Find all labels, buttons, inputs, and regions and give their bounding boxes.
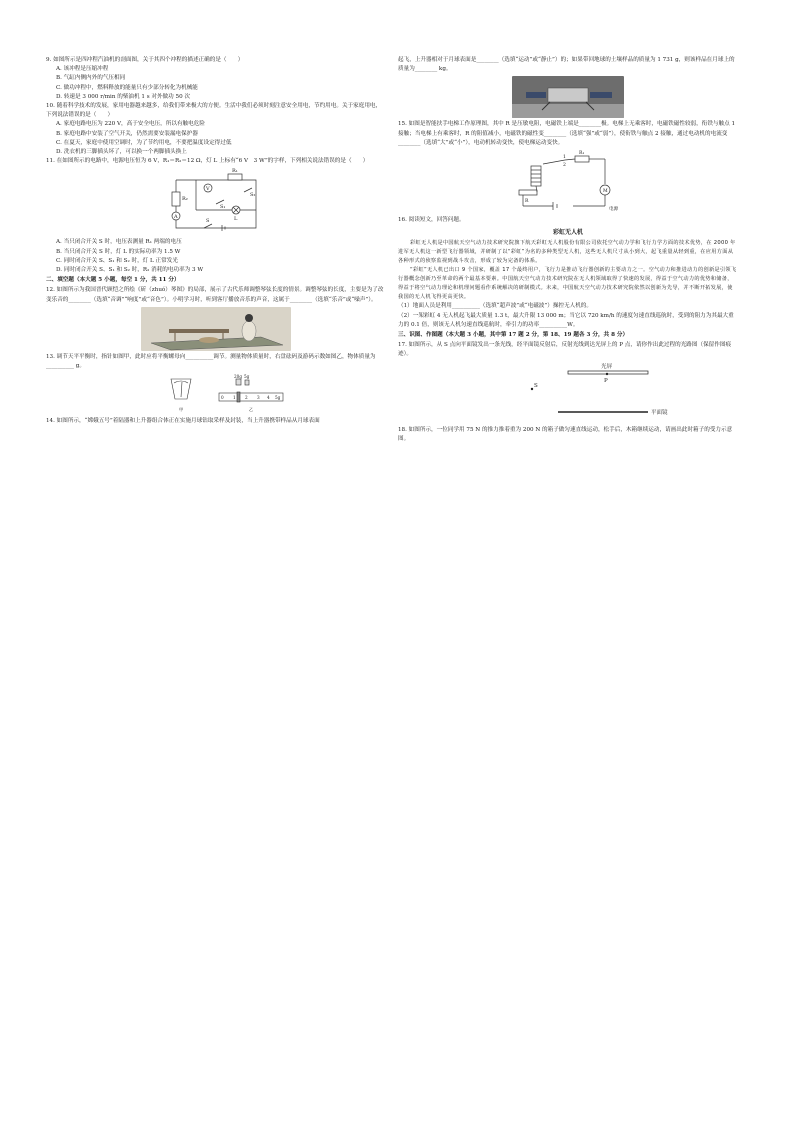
left-column: [46, 56, 386, 426]
q9-option-a: A. 该冲程是压缩冲程: [56, 66, 109, 73]
fig11-label-a: A: [174, 214, 178, 221]
q10-option-c: C. 在夏天，家庭中使用空调时，为了节约用电，不要把温度设定得过低: [56, 139, 232, 146]
question-17: 17. 如图所示，从 S 点向平面镜发出一条光线，经平面镜反射后，反射光线到达光屏上的 P 点，请你作出此过程的光路图（保留作图痕迹）。: [398, 342, 732, 358]
q15-label-r: R: [525, 199, 529, 205]
q14-lunar-lander-image: [512, 76, 624, 118]
q12-painting-image: [141, 307, 291, 351]
article-title: 彩虹无人机: [552, 229, 583, 237]
q17-optics-figure: [418, 362, 718, 424]
fig11-label-r1: R₁: [232, 168, 238, 175]
q13-label-yi: 乙: [249, 407, 254, 413]
section-2-heading: 二、填空题（本大题 5 小题，每空 1 分，共 11 分）: [46, 277, 180, 284]
question-16-intro: 16. 阅读短文，回答问题。: [398, 217, 465, 224]
q15-label-contact-1: 1: [563, 155, 566, 161]
q15-label-r1: R₁: [579, 151, 585, 157]
q13-scale-4: 4: [267, 395, 270, 401]
q13-label-jia: 甲: [179, 407, 184, 413]
fig11-label-s2: S₂: [250, 192, 256, 199]
q15-elevator-circuit: [513, 150, 623, 214]
fig11-label-v: V: [206, 186, 210, 193]
q13-scale-2: 2: [245, 395, 248, 401]
q10-option-a: A. 家庭电路电压为 220 V，高于安全电压，所以有触电危险: [56, 121, 205, 128]
q13-scale-3: 3: [257, 395, 260, 401]
question-14-end: 起飞，上升器相对于月球表面是________（选填“运动”或“静止”）的；如果带回地球的土壤样品的质量为 1 731 g，则该样品在月球上的质量为________ kg。: [398, 57, 735, 73]
q9-option-b: B. 气缸内侧内外的气压相同: [56, 75, 126, 82]
question-9-stem: 9. 如图所示是四冲程汽油机的剖面图，关于其四个冲程的描述正确的是（ ）: [46, 57, 244, 63]
question-10-stem: 10. 随着科学技术的发展，家用电器越来越多，给我们带来极大的方便。生活中我们必须时刻注意安全用电，节约用电。关于家庭用电，下列说法错误的是（ ）: [46, 103, 382, 119]
q11-option-d: D. 同时闭合开关 S、S₁ 和 S₂ 时，R₂ 消耗的电功率为 3 W: [56, 267, 204, 274]
fig11-label-r2: R₂: [182, 196, 188, 203]
q17-mirror-label: 平面镜: [651, 409, 668, 416]
q9-option-c: C. 做功冲程中，燃料释放的能量只有少部分转化为机械能: [56, 84, 198, 91]
question-11-stem: 11. 在如图所示的电路中，电源电压恒为 6 V，R₁＝R₂＝12 Ω，灯 L 上标有“6 V 3 W”的字样，下列相关说法错误的是（ ）: [46, 158, 369, 165]
question-16-part-2: （2）一架彩虹 4 无人机起飞最大质量 1.3 t，最大升限 13 000 m；当它以 720 km/h 的速度匀速直线巡航时，受到的阻力为其最大重力的 0.1 倍，则该无人机匀速直线巡航时，牵引力的功率__________W。: [398, 312, 734, 328]
q13-scale-1: 1: [233, 395, 236, 401]
question-13: 13. 调节天平平衡时，指针如图甲，此时应将平衡螺母向__________调节。测量物体质量时，右盘砝码及游码示数如图乙，物体质量为__________ g。: [46, 353, 376, 370]
q17-point-p-dot: [606, 372, 608, 374]
q9-option-d: D. 转速是 3 000 r/min 的柴油机 1 s 对外做功 50 次: [56, 93, 191, 100]
q15-label-motor: M: [603, 189, 608, 195]
q15-label-contact-2: 2: [563, 163, 566, 169]
q11-option-c: C. 同时闭合开关 S、S₁ 和 S₂ 时，灯 L 正常发光: [56, 257, 178, 264]
fig11-label-s: S: [206, 218, 210, 225]
q15-label-power: 电源: [609, 207, 619, 213]
q17-screen-label: 光屏: [601, 363, 613, 370]
q17-point-s-label: S: [534, 382, 538, 389]
q11-option-a: A. 当只闭合开关 S 时，电压表测量 R₁ 两端的电压: [56, 239, 182, 246]
q11-option-b: B. 当只闭合开关 S 时，灯 L 的实际功率为 1.5 W: [56, 248, 181, 255]
fig11-label-l: L: [234, 216, 238, 223]
question-15: 15. 如图是智能扶手电梯工作原理图，其中 R 是压敏电阻，电磁铁上端是________极。电梯上无乘客时，电磁铁磁性较弱，衔铁与触点 1 接触；当电梯上有乘客时，R 的阻值减小，电磁铁的磁性变________（选填“强”或“弱”），使衔铁与触点 2 接触，通过电动机的电流变________（选填“大”或“小”），电动机转动变快，使电梯运动变快。: [398, 121, 736, 146]
question-14-start: 14. 如图所示，“嫦娥五号”着陆器和上升器组合体正在实施月球钻取采样及封装，当上升器携带样品从月球表面: [46, 418, 320, 425]
q13-weight-20g: 20g: [234, 374, 243, 380]
q13-scale-5g: 5g: [275, 395, 281, 401]
q17-point-s-dot: [531, 387, 533, 389]
fig11-label-s1: S₁: [220, 204, 226, 211]
question-12: 12. 如图所示为我国晋代顾恺之所绘《斫（zhuó）琴图》的局部，展示了古代乐师调整琴弦长度的情景。调整琴弦的长度，主要是为了改变乐音的________（选填“音调”“响度”或“音色”）。小明学习时，听到客厅播放音乐的声音，这属于________（选填“乐音”或“噪声”）。: [46, 287, 384, 303]
q11-circuit-diagram: [166, 168, 266, 236]
q13-weight-5g: 5g: [244, 374, 250, 380]
question-16-part-1: （1）地面人员是利用__________（选填“超声波”或“电磁波”）操控无人机的。: [398, 303, 592, 310]
q13-scale-0: 0: [221, 395, 224, 401]
article-paragraph-1: 彩虹无人机是中国航天空气动力技术研究院旗下航天彩虹无人机股份有限公司依托空气动力学和飞行力学方面的技术优势，在 2000 年进军无人机这一新型飞行器领域，并研制了以“彩虹”为名的多种类型无人机，这些无人机尺寸从小到大，起飞重量从轻到重，在应用方面从各种形式的侦察监视到战斗攻击，形成了较为完备的体系。: [398, 240, 736, 265]
q10-option-b: B. 家庭电路中安装了空气开关，仍然需要安装漏电保护器: [56, 130, 198, 137]
article-paragraph-2: “彩虹”无人机已出口 9 个国家，覆盖 17 个最终用户，飞行力是推动飞行器创新的主要动力之一。空气动力和推进动力的创新是引领飞行器概念创新乃至革命的两个最基本要素。中国航天空气动力技术研究院在无人机领域取得了快速的发展，得益于空气动力的优势和储备，得益于将空气动力理论和机理问题看作系统解决的研制模式。未来，中国航天空气动力技术研究院依然以创新为先导，并不断开拓发展，使我国的无人机飞得更高更快。: [398, 267, 737, 301]
q17-point-p-label: P: [604, 377, 608, 384]
section-3-heading: 三、识图、作图题（本大题 3 小题，其中第 17 题 2 分，第 18、19 题各 3 分，共 8 分）: [398, 332, 629, 339]
question-18: 18. 如图所示，一位同学用 75 N 的推力推着重为 200 N 的箱子做匀速直线运动，松手后，木箱继续运动，请画出此时箱子的受力示意图。: [398, 426, 733, 442]
q10-option-d: D. 洗衣机的三脚插头坏了，可以换一个两脚插头换上: [56, 149, 187, 156]
right-column: [398, 56, 738, 444]
q13-balance-figure: [141, 373, 291, 415]
